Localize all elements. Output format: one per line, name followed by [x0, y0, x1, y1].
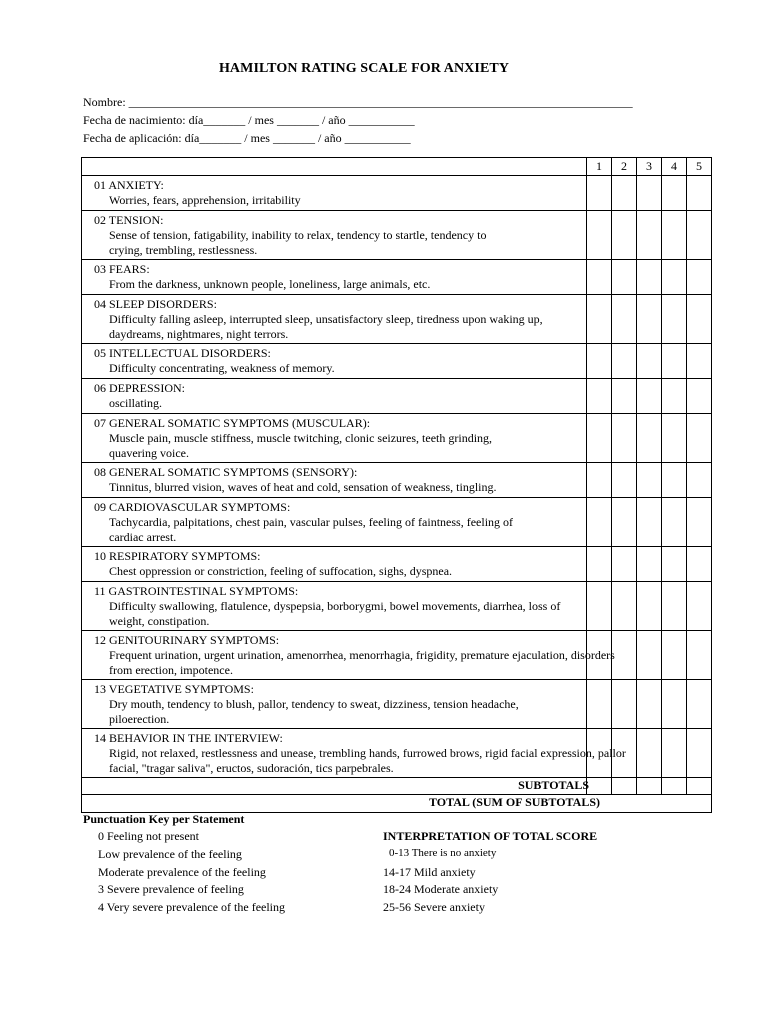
score-cell[interactable] [662, 463, 687, 498]
scale-item-row [82, 680, 712, 729]
score-cell[interactable] [662, 379, 687, 414]
scale-item-description: Muscle pain, muscle stiffness, muscle twitching, clonic seizures, teeth grinding, [109, 431, 493, 445]
subtotal-cell[interactable] [587, 778, 612, 795]
score-cell[interactable] [637, 295, 662, 344]
scale-item-title: 03 FEARS: [94, 262, 150, 276]
scale-item-row [82, 729, 712, 778]
score-cell[interactable] [662, 211, 687, 260]
key-line-0: 0 Feeling not present [98, 829, 199, 843]
key-line-1: Low prevalence of the feeling [98, 847, 242, 861]
scale-item-cell [82, 680, 587, 729]
score-header-5: 5 [687, 158, 712, 176]
scale-item-description: weight, constipation. [109, 614, 210, 628]
scale-item-description: Tinnitus, blurred vision, waves of heat and cold, sensation of weakness, tingling. [109, 480, 497, 494]
score-cell[interactable] [662, 260, 687, 295]
interpretation-title: INTERPRETATION OF TOTAL SCORE [383, 829, 598, 843]
score-cell[interactable] [587, 582, 612, 631]
name-field[interactable]: Nombre: ____________________________________________________________________________________ [83, 95, 633, 109]
punctuation-key-title: Punctuation Key per Statement [83, 812, 245, 826]
score-cell[interactable] [587, 176, 612, 211]
scale-item-description: Tachycardia, palpitations, chest pain, vascular pulses, feeling of faintness, feeling of [109, 515, 514, 529]
scale-item-cell [82, 414, 587, 463]
score-cell[interactable] [612, 176, 637, 211]
score-cell[interactable] [637, 729, 662, 778]
score-cell[interactable] [687, 414, 712, 463]
score-header-2: 2 [612, 158, 637, 176]
scale-item-description: quavering voice. [109, 446, 189, 460]
score-cell[interactable] [637, 379, 662, 414]
scale-item-cell [82, 211, 587, 260]
score-cell[interactable] [612, 414, 637, 463]
score-cell[interactable] [637, 631, 662, 680]
score-cell[interactable] [662, 176, 687, 211]
score-cell[interactable] [662, 729, 687, 778]
score-cell[interactable] [637, 414, 662, 463]
scale-item-row [82, 260, 712, 295]
scale-item-description: crying, trembling, restlessness. [109, 243, 258, 257]
scale-item-title: 10 RESPIRATORY SYMPTOMS: [94, 549, 261, 563]
score-cell[interactable] [637, 260, 662, 295]
total-row [82, 795, 712, 813]
scale-item-description: Difficulty falling asleep, interrupted sleep, unsatisfactory sleep, tiredness upon waking up, [109, 312, 543, 326]
subtotal-cell[interactable] [637, 778, 662, 795]
scale-item-cell [82, 379, 587, 414]
scale-item-cell [82, 498, 587, 547]
scale-item-cell [82, 729, 626, 778]
interpretation-line-1: 14-17 Mild anxiety [383, 865, 476, 879]
score-cell[interactable] [637, 498, 662, 547]
scale-item-row [82, 498, 712, 547]
score-cell[interactable] [687, 379, 712, 414]
scale-item-description: Worries, fears, apprehension, irritability [109, 193, 301, 207]
score-cell[interactable] [587, 414, 612, 463]
score-cell[interactable] [687, 463, 712, 498]
birth-date-field[interactable]: Fecha de nacimiento: día_______ / mes _______ / año ___________ [83, 113, 415, 127]
score-cell[interactable] [687, 344, 712, 379]
scale-item-title: 12 GENITOURINARY SYMPTOMS: [94, 633, 280, 647]
score-cell[interactable] [687, 295, 712, 344]
subtotals-label: SUBTOTALS [518, 778, 589, 792]
score-cell[interactable] [637, 582, 662, 631]
score-cell[interactable] [612, 344, 637, 379]
score-cell[interactable] [687, 729, 712, 778]
score-cell[interactable] [662, 498, 687, 547]
scale-item-row [82, 344, 712, 379]
scale-item-description: Chest oppression or constriction, feeling of suffocation, sighs, dyspnea. [109, 564, 453, 578]
score-cell[interactable] [662, 582, 687, 631]
score-cell[interactable] [612, 260, 637, 295]
scale-item-cell [82, 547, 587, 582]
score-header-4: 4 [662, 158, 687, 176]
scale-item-title: 14 BEHAVIOR IN THE INTERVIEW: [94, 731, 283, 745]
score-cell[interactable] [637, 344, 662, 379]
scale-item-title: 06 DEPRESSION: [94, 381, 186, 395]
score-cell[interactable] [637, 211, 662, 260]
score-cell[interactable] [587, 295, 612, 344]
score-cell[interactable] [587, 344, 612, 379]
scale-item-title: 07 GENERAL SOMATIC SYMPTOMS (MUSCULAR): [94, 416, 371, 430]
score-cell[interactable] [587, 463, 612, 498]
application-date-field[interactable]: Fecha de aplicación: día_______ / mes _______ / año ___________ [83, 131, 411, 145]
header-blank-cell [82, 158, 587, 176]
score-cell[interactable] [687, 582, 712, 631]
score-header-row [82, 158, 712, 176]
scale-item-description: Frequent urination, urgent urination, amenorrhea, menorrhagia, frigidity, premature ejaculation, disorders [109, 648, 615, 662]
scale-item-title: 11 GASTROINTESTINAL SYMPTOMS: [94, 584, 299, 598]
score-cell[interactable] [687, 547, 712, 582]
score-cell[interactable] [587, 260, 612, 295]
score-cell[interactable] [687, 176, 712, 211]
subtotals-row [82, 778, 712, 795]
score-cell[interactable] [637, 547, 662, 582]
scale-item-title: 04 SLEEP DISORDERS: [94, 297, 217, 311]
scale-item-cell [82, 463, 587, 498]
scale-item-row [82, 631, 712, 680]
interpretation-line-0: 0-13 There is no anxiety [389, 847, 497, 859]
key-line-4: 4 Very severe prevalence of the feeling [98, 900, 286, 914]
scale-item-description: cardiac arrest. [109, 530, 177, 544]
scale-item-cell [82, 344, 587, 379]
scale-item-description: From the darkness, unknown people, loneliness, large animals, etc. [109, 277, 431, 291]
key-line-3: 3 Severe prevalence of feeling [98, 882, 244, 896]
score-cell[interactable] [687, 498, 712, 547]
score-cell[interactable] [637, 176, 662, 211]
score-cell[interactable] [612, 680, 637, 729]
subtotal-cell[interactable] [662, 778, 687, 795]
score-cell[interactable] [662, 680, 687, 729]
scale-item-title: 01 ANXIETY: [94, 178, 164, 192]
score-cell[interactable] [687, 211, 712, 260]
score-cell[interactable] [612, 631, 637, 680]
scale-item-row [82, 547, 712, 582]
scale-item-cell [82, 631, 615, 680]
score-cell[interactable] [612, 295, 637, 344]
scale-item-description: Difficulty concentrating, weakness of memory. [109, 361, 335, 375]
score-cell[interactable] [612, 582, 637, 631]
subtotal-cell[interactable] [687, 778, 712, 795]
score-cell[interactable] [612, 547, 637, 582]
score-cell[interactable] [587, 680, 612, 729]
subtotal-cell[interactable] [612, 778, 637, 795]
score-cell[interactable] [662, 631, 687, 680]
key-line-2: Moderate prevalence of the feeling [98, 865, 266, 879]
scale-item-row [82, 379, 712, 414]
scale-item-cell [82, 176, 587, 211]
scale-item-cell [82, 582, 587, 631]
score-cell[interactable] [662, 547, 687, 582]
score-cell[interactable] [587, 379, 612, 414]
scale-item-description: Sense of tension, fatigability, inability to relax, tendency to startle, tendency to [109, 228, 487, 242]
score-header-1: 1 [587, 158, 612, 176]
scale-item-title: 05 INTELLECTUAL DISORDERS: [94, 346, 271, 360]
scale-item-description: Rigid, not relaxed, restlessness and unease, trembling hands, furrowed brows, rigid facial expression, pallor [109, 746, 626, 760]
scale-item-cell [82, 295, 587, 344]
score-cell[interactable] [662, 295, 687, 344]
total-label: TOTAL (SUM OF SUBTOTALS) [428, 795, 600, 809]
scale-item-row [82, 414, 712, 463]
scale-item-description: Difficulty swallowing, flatulence, dyspepsia, borborygmi, bowel movements, diarrhea, loss of [109, 599, 561, 613]
scale-item-row [82, 211, 712, 260]
scale-item-description: facial, "tragar saliva", eructos, sudoración, tics parpebrales. [109, 761, 394, 775]
scale-item-row [82, 295, 712, 344]
scale-item-title: 02 TENSION: [94, 213, 164, 227]
score-cell[interactable] [612, 379, 637, 414]
interpretation-line-3: 25-56 Severe anxiety [383, 900, 485, 914]
rating-scale-table [81, 157, 712, 813]
score-cell[interactable] [587, 211, 612, 260]
score-cell[interactable] [662, 344, 687, 379]
scale-item-description: piloerection. [109, 712, 170, 726]
score-cell[interactable] [612, 211, 637, 260]
scale-item-row [82, 176, 712, 211]
score-cell[interactable] [687, 680, 712, 729]
subtotals-label-cell [82, 778, 587, 795]
scale-item-title: 13 VEGETATIVE SYMPTOMS: [94, 682, 254, 696]
scale-item-title: 09 CARDIOVASCULAR SYMPTOMS: [94, 500, 291, 514]
score-cell[interactable] [587, 547, 612, 582]
score-cell[interactable] [612, 463, 637, 498]
scale-item-description: oscillating. [109, 396, 162, 410]
score-header-3: 3 [637, 158, 662, 176]
total-cell[interactable] [82, 795, 712, 813]
scale-item-description: from erection, impotence. [109, 663, 233, 677]
scale-item-row [82, 463, 712, 498]
scale-item-cell [82, 260, 587, 295]
score-cell[interactable] [637, 680, 662, 729]
score-cell[interactable] [687, 631, 712, 680]
score-cell[interactable] [687, 260, 712, 295]
score-cell[interactable] [662, 414, 687, 463]
score-cell[interactable] [637, 463, 662, 498]
score-cell[interactable] [612, 498, 637, 547]
scale-item-description: Dry mouth, tendency to blush, pallor, tendency to sweat, dizziness, tension headache, [109, 697, 519, 711]
scale-item-description: daydreams, nightmares, night terrors. [109, 327, 289, 341]
score-cell[interactable] [587, 498, 612, 547]
scale-item-row [82, 582, 712, 631]
document-title: HAMILTON RATING SCALE FOR ANXIETY [218, 61, 510, 76]
interpretation-line-2: 18-24 Moderate anxiety [383, 882, 499, 896]
scale-item-title: 08 GENERAL SOMATIC SYMPTOMS (SENSORY): [94, 465, 358, 479]
